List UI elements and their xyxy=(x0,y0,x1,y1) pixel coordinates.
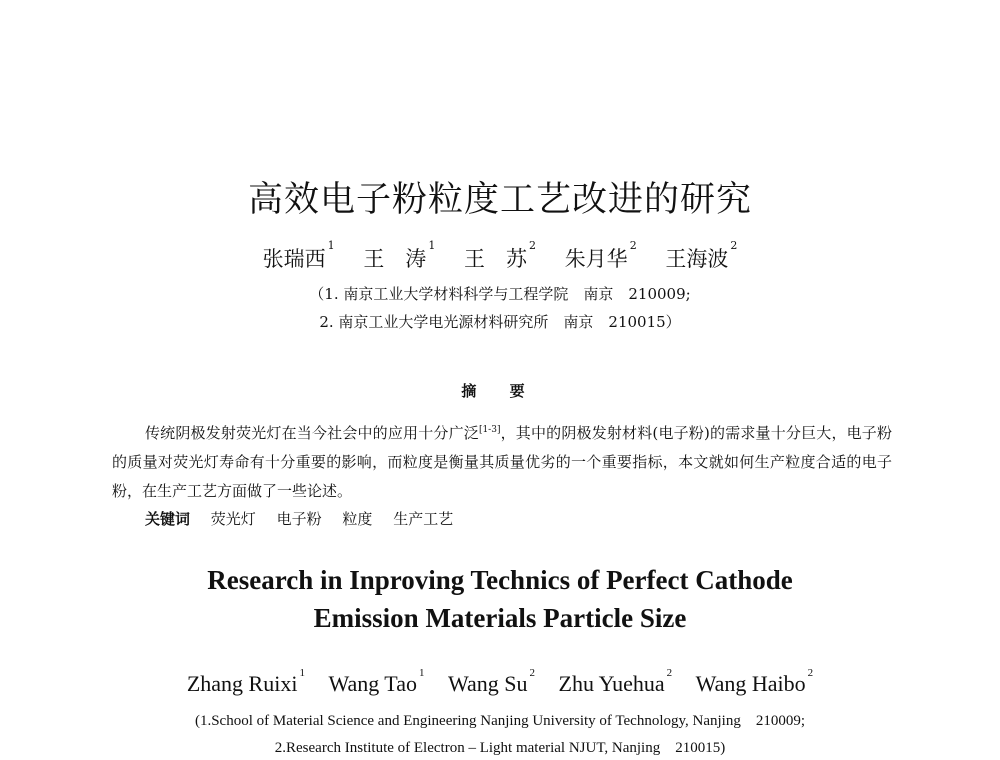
chinese-affiliation-2: 2. 南京工业大学电光源材料研究所 南京 210015） xyxy=(319,313,681,331)
author-name: Zhu Yuehua xyxy=(558,671,665,696)
author-name: 王 苏 xyxy=(464,247,527,271)
abstract-text-part: 传统阴极发射荧光灯在当今社会中的应用十分广泛 xyxy=(145,424,479,442)
keywords-line xyxy=(145,508,469,529)
keyword: 电子粉 xyxy=(276,510,322,528)
english-author xyxy=(328,667,425,696)
author-name: Wang Tao xyxy=(328,671,417,696)
affiliation-mark: 2 xyxy=(629,239,637,252)
english-author xyxy=(695,667,814,696)
affiliation-mark: 1 xyxy=(418,667,425,679)
affiliation-mark: 2 xyxy=(529,239,536,252)
affiliation-mark: 2 xyxy=(807,667,814,679)
english-author xyxy=(447,667,535,696)
author-name: 张瑞西 xyxy=(262,247,326,271)
author-name: Wang Su xyxy=(447,671,528,696)
english-affiliation-1: (1.School of Material Science and Engineering Nanjing University of Technology, Nanjing 210009; xyxy=(194,713,806,729)
english-author-list xyxy=(0,667,1000,697)
chinese-author xyxy=(363,239,436,271)
chinese-author xyxy=(262,239,335,271)
chinese-author xyxy=(665,239,738,271)
author-name: 王 涛 xyxy=(363,247,427,271)
chinese-author-list xyxy=(0,239,1000,273)
affiliation-mark: 1 xyxy=(299,667,305,679)
english-title-line-1: Research in Inproving Technics of Perfect Cathode xyxy=(207,565,793,595)
affiliation-mark: 1 xyxy=(428,239,436,252)
english-author xyxy=(558,667,673,696)
keywords-label: 关键词 xyxy=(145,510,191,528)
abstract-text xyxy=(112,419,892,506)
chinese-title: 高效电子粉粒度工艺改进的研究 xyxy=(247,180,752,220)
affiliation-mark: 1 xyxy=(327,239,335,252)
author-name: Wang Haibo xyxy=(695,671,806,696)
abstract-heading: 摘 要 xyxy=(461,382,539,400)
citation-ref: [1-3] xyxy=(478,425,501,435)
keyword: 粒度 xyxy=(342,510,373,528)
keyword: 荧光灯 xyxy=(210,510,256,528)
english-author xyxy=(186,667,305,696)
english-title-line-2: Emission Materials Particle Size xyxy=(313,603,687,633)
affiliation-mark: 2 xyxy=(666,667,673,679)
abstract-text-part: ，其中的阴极发射材料(电子粉)的需求量十分巨大，电子粉的质量对荧光灯寿命有十分重要的影响，而粒度是衡量其质量优劣的一个重要指标，本文就如何生产粒度合适的电子粉，在生产工艺方面做了一些论述。 xyxy=(112,424,892,500)
keyword: 生产工艺 xyxy=(393,510,454,528)
affiliation-mark: 2 xyxy=(730,239,738,252)
author-name: 王海波 xyxy=(665,247,729,271)
chinese-author xyxy=(464,239,536,271)
affiliation-mark: 2 xyxy=(529,667,535,679)
chinese-affiliation-1: （1. 南京工业大学材料科学与工程学院 南京 210009; xyxy=(309,285,691,303)
author-name: 朱月华 xyxy=(564,247,628,271)
author-name: Zhang Ruixi xyxy=(186,671,298,696)
english-affiliation-2: 2.Research Institute of Electron – Light material NJUT, Nanjing 210015) xyxy=(274,740,726,756)
chinese-author xyxy=(564,239,637,271)
